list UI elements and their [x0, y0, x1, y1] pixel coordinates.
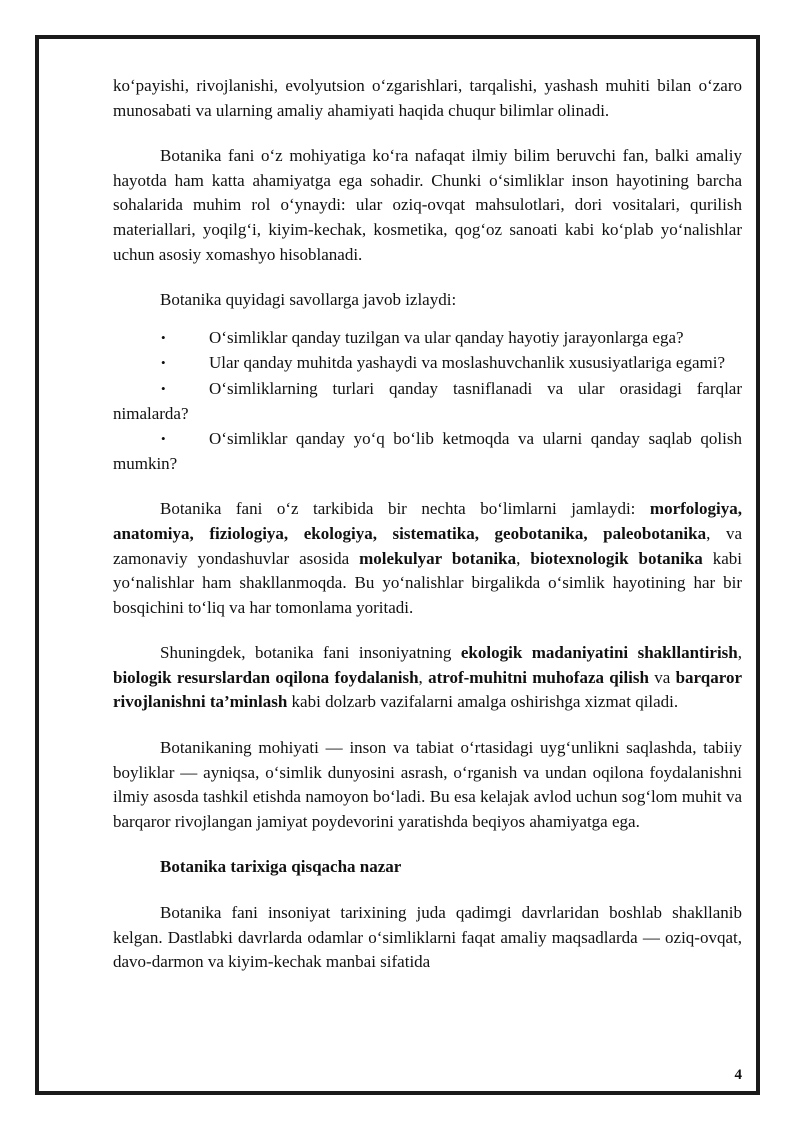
bold-term: barqaror rivojlanishni ta’minlash: [113, 667, 743, 712]
list-item-text: O‘simliklarning turlari qanday tasniflanadi va ular orasidagi farqlar nimalarda?: [113, 378, 742, 423]
text-run: ,: [737, 643, 742, 663]
paragraph-botany-importance: Botanika fani o‘z mohiyatiga ko‘ra nafaqat ilmiy bilim beruvchi fan, balki amaliy hayotda ham katta ahamiyatga ega sohadir. Chunki o‘simliklar inson hayotining barcha sohalarida muhim rol o‘ynaydi: ular oziq-ovqat mahsulotlari, dori vositalari, qurilish materiallari, yoqilg‘i, kiyim-kechak, kosmetika, qog‘oz sanoati kabi ko‘plab yo‘nalishlar uchun asosiy xomashyo hisoblanadi.: [113, 146, 742, 264]
bold-term: biologik resurslardan oqilona foydalanish: [113, 667, 419, 687]
bold-term: ekologik madaniyatini shakllantirish: [460, 643, 738, 663]
list-item-text: O‘simliklar qanday yo‘q bo‘lib ketmoqda va ularni qanday saqlab qolish mumkin?: [113, 429, 742, 473]
list-item-text: Ular qanday muhitda yashaydi va moslashuvchanlik xususiyatlariga egami?: [209, 353, 726, 373]
paragraph-intro-continuation: ko‘payishi, rivojlanishi, evolyutsion o‘zgarishlari, tarqalishi, yashash muhiti bilan o‘zaro munosabati va ularning amaliy ahamiyati haqida chuqur bilimlar olinadi.: [113, 76, 742, 120]
text-run: ,: [516, 548, 531, 568]
bold-term: molekulyar botanika: [359, 548, 517, 568]
text-run: kabi dolzarb vazifalarni amalga oshirishga xizmat qiladi.: [287, 692, 679, 712]
section-heading: Botanika tarixiga qisqacha nazar: [160, 857, 402, 877]
text-run: , va zamonaviy yondashuvlar asosida: [113, 523, 742, 568]
paragraph-botany-essence: Botanikaning mohiyati — inson va tabiat o‘rtasidagi uyg‘unlikni saqlashda, tabiiy boyliklar — ayniqsa, o‘simlik dunyosini asrash, o‘rganish va undan oqilona foydalanishni ilmiy asosda tashkil etishda namoyon bo‘ladi. Bu esa kelajak avlod uchun sog‘lom muhit va barqaror rivojlangan jamiyat poydevorini yaratishda beqiyos ahamiyatga ega.: [113, 738, 742, 831]
questions-list: [113, 326, 742, 477]
text-run: Botanika fani o‘z tarkibida bir nechta bo‘limlarni jamlaydi:: [160, 499, 650, 519]
list-item: [113, 377, 742, 426]
paragraph-botany-branches: [113, 497, 742, 620]
paragraph-botany-tasks: [113, 641, 742, 715]
bold-term: biotexnologik botanika: [530, 548, 703, 568]
bold-term: morfologiya, anatomiya, fiziologiya, ekologiya, sistematika, geobotanika, paleobotanika: [113, 499, 742, 543]
bullet-icon: •: [161, 329, 166, 345]
text-run: Shuningdek, botanika fani insoniyatning: [160, 643, 461, 663]
bullet-icon: •: [161, 380, 166, 396]
list-item: [113, 427, 742, 476]
list-item-text: O‘simliklar qanday tuzilgan va ular qanday hayotiy jarayonlarga ega?: [209, 327, 684, 347]
page-number: 4: [734, 1067, 742, 1083]
text-run: kabi yo‘nalishlar ham shakllanmoqda. Bu yo‘nalishlar birgalikda o‘simlik hayotining har bir bosqichini to‘liq va har tomonlama yoritadi.: [113, 548, 743, 617]
list-item: [113, 326, 742, 351]
bold-term: atrof-muhitni muhofaza qilish: [428, 667, 649, 687]
text-run: ,: [418, 667, 429, 687]
bullet-icon: •: [161, 431, 166, 447]
document-body: [113, 74, 742, 975]
paragraph-history-start: Botanika fani insoniyat tarixining juda qadimgi davrlaridan boshlab shakllanib kelgan. Dastlabki davrlarda odamlar o‘simliklarni faqat amaliy maqsadlarda — oziq-ovqat, davo-darmon va kiyim-kechak manbai sifatida: [113, 903, 742, 972]
text-run: va: [648, 667, 676, 687]
bullet-icon: •: [161, 355, 166, 371]
list-item: [113, 351, 742, 376]
paragraph-questions-intro: Botanika quyidagi savollarga javob izlaydi:: [160, 290, 457, 310]
